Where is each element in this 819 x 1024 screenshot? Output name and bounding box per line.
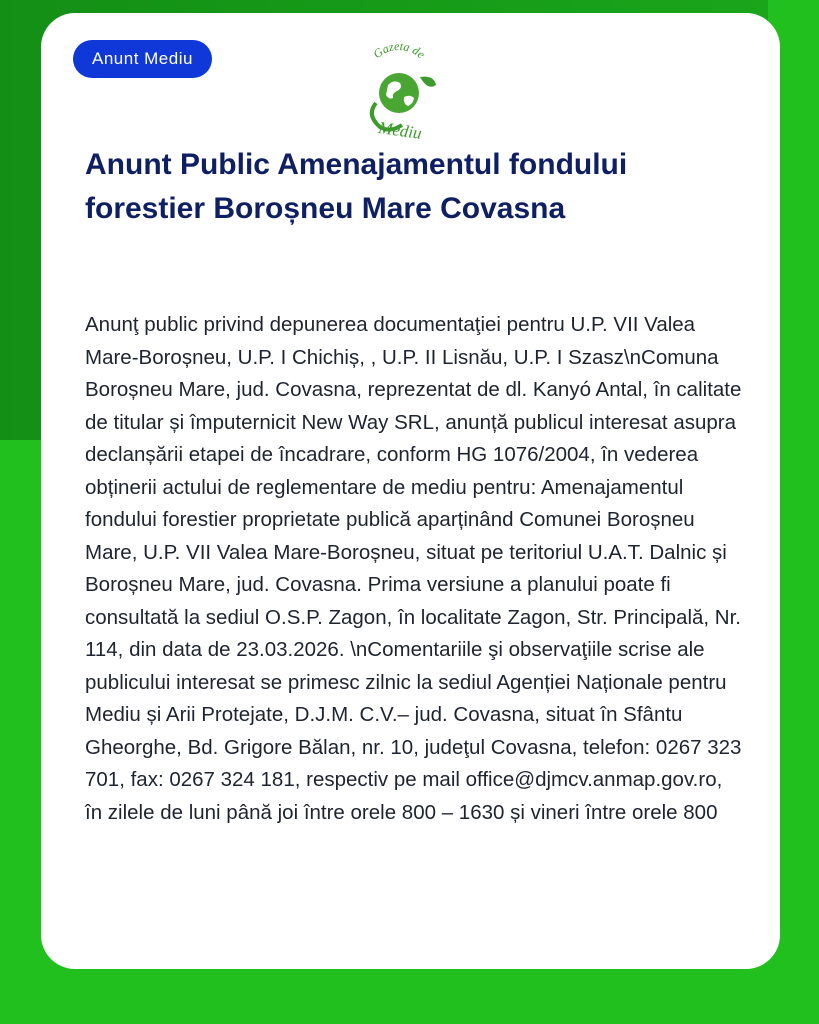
article-body: Anunţ public privind depunerea documentaţiei pentru U.P. VII Valea Mare-Boroșneu, U.P. I Chichiș, , U.P. II Lisnău, U.P. I Szasz\nComuna Boroșneu Mare, jud. Covasna, reprezentat de dl. Kanyó Antal, în calitate de titular și împuternicit New Way SRL, anunță publicul interesat asupra declanșării etapei de încadrare, conform HG 1076/2004, în vederea obținerii actului de reglementare de mediu pentru: Amenajamentul fondului forestier proprietate publică aparținând Comunei Boroșneu Mare, U.P. VII Valea Mare-Boroșneu, situat pe teritoriul U.A.T. Dalnic și Boroșneu Mare, jud. Covasna. Prima versiune a planului poate fi consultată la sediul O.S.P. Zagon, în localitate Zagon, Str. Principală, Nr. 114, din data de 23.03.2026. \nComentariile şi observaţiile scrise ale publicului interesat se primesc zilnic la sediul Agenției Naționale pentru Mediu și Arii Protejate, D.J.M. C.V.– jud. Covasna, situat în Sfântu Gheorghe, Bd. Grigore Bălan, nr. 10, judeţul Covasna, telefon: 0267 323 701, fax: 0267 324 181, respectiv pe mail office@djmcv.anmap.gov.ro, în zilele de luni până joi între orele 800 – 1630 și vineri între orele 800 [85, 313, 742, 824]
globe-leaf-icon [354, 41, 444, 141]
category-badge[interactable]: Anunt Mediu [73, 40, 212, 78]
article-title: Anunt Public Amenajamentul fondului forestier Boroșneu Mare Covasna [85, 148, 628, 225]
gazeta-de-mediu-logo [354, 41, 444, 141]
svg-text:Gazeta de: Gazeta de [370, 41, 428, 62]
announcement-card [41, 13, 780, 969]
svg-text:Mediu: Mediu [377, 118, 423, 141]
